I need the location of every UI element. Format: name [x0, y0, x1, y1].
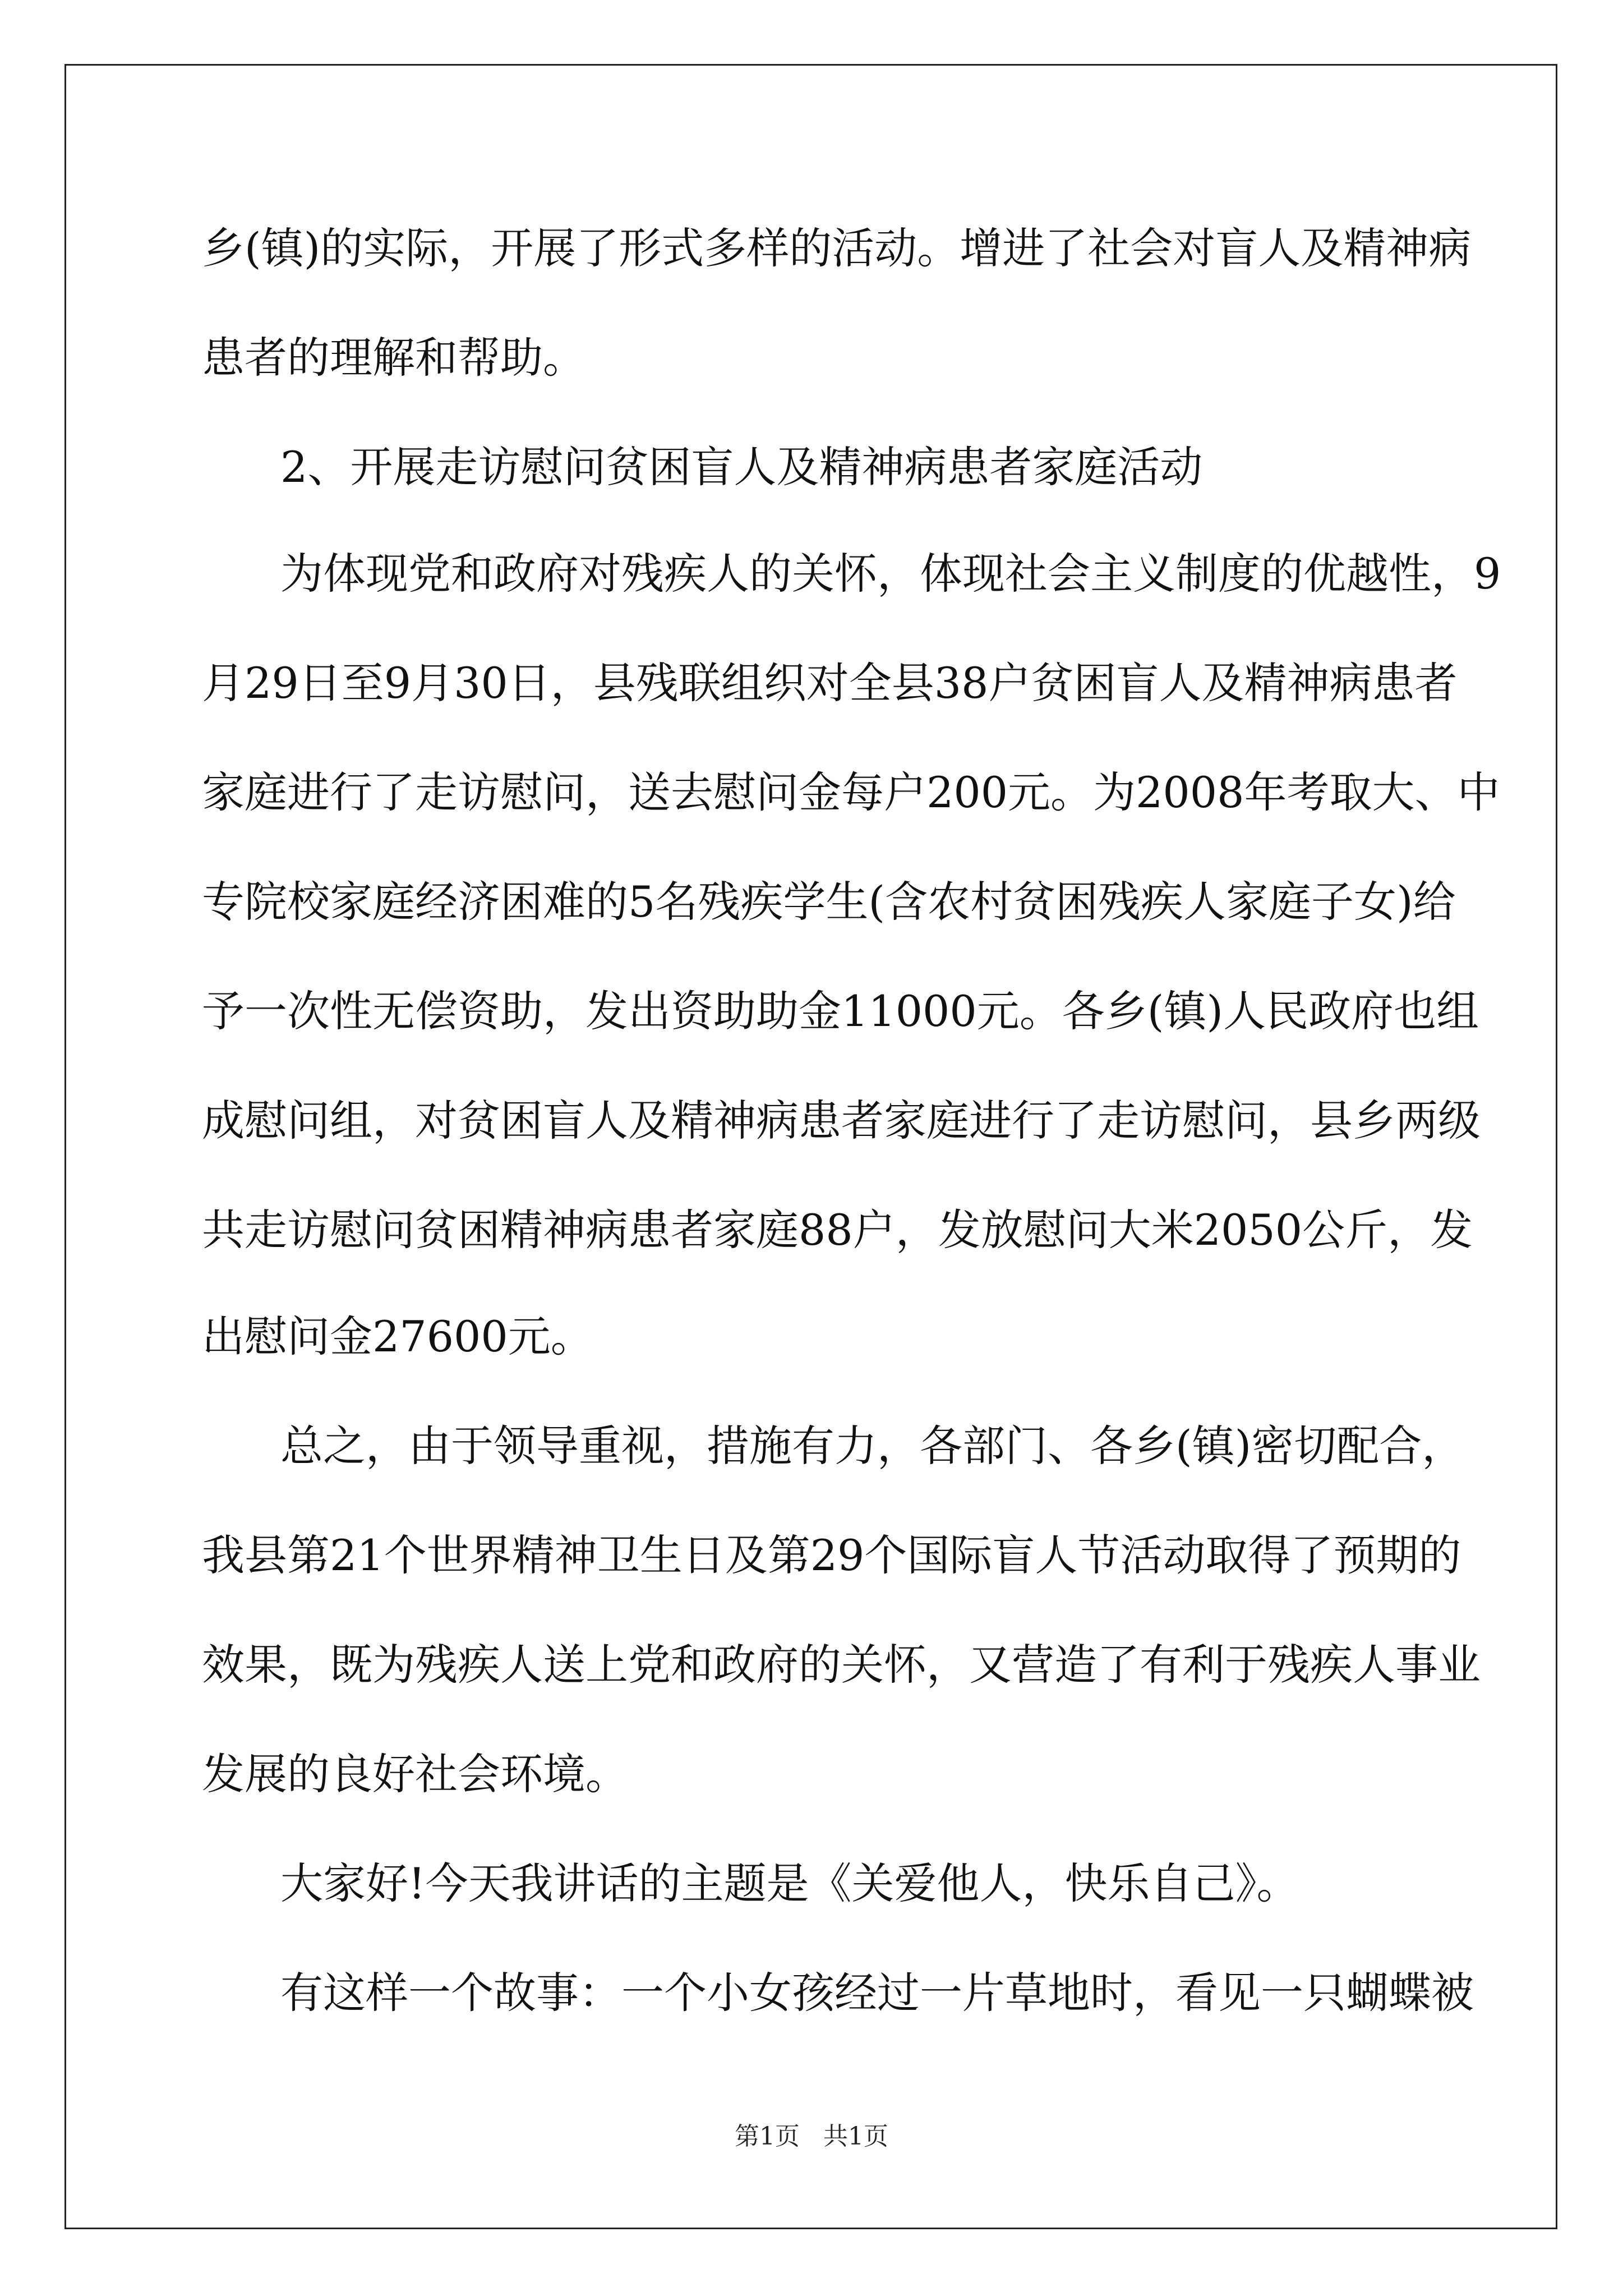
text-line: 共走访慰问贫困精神病患者家庭88户，发放慰问大米2050公斤，发 — [202, 1205, 1473, 1255]
text-line: 乡(镇)的实际，开展了形式多样的活动。增进了社会对盲人及精神病 — [202, 223, 1472, 273]
text-line: 大家好!今天我讲话的主题是《关爱他人，快乐自己》。 — [280, 1858, 1299, 1908]
text-line: 总之，由于领导重视，措施有力，各部门、各乡(镇)密切配合， — [280, 1421, 1465, 1471]
text-line: 月29日至9月30日，县残联组织对全县38户贫困盲人及精神病患者 — [202, 658, 1458, 708]
text-line: 予一次性无偿资助，发出资助助金11000元。各乡(镇)人民政府也组 — [202, 986, 1479, 1036]
section-heading: 2、开展走访慰问贫困盲人及精神病患者家庭活动 — [280, 442, 1203, 492]
text-line: 患者的理解和帮助。 — [202, 333, 585, 383]
text-line: 效果，既为残疾人送上党和政府的关怀，又营造了有利于残疾人事业 — [202, 1640, 1481, 1690]
page-number: 第1页 共1页 — [735, 2122, 888, 2151]
text-line: 为体现党和政府对残疾人的关怀，体现社会主义制度的优越性，9 — [280, 549, 1501, 599]
text-line: 成慰问组，对贫困盲人及精神病患者家庭进行了走访慰问，县乡两级 — [202, 1096, 1481, 1145]
text-line: 家庭进行了走访慰问，送去慰问金每户200元。为2008年考取大、中 — [202, 767, 1500, 817]
text-line: 发展的良好社会环境。 — [202, 1749, 628, 1799]
text-line: 我县第21个世界精神卫生日及第29个国际盲人节活动取得了预期的 — [202, 1530, 1461, 1580]
text-line: 有这样一个故事：一个小女孩经过一片草地时，看见一只蝴蝶被 — [280, 1968, 1474, 2018]
text-line: 专院校家庭经济困难的5名残疾学生(含农村贫困残疾人家庭子女)给 — [202, 877, 1456, 927]
text-line: 出慰问金27600元。 — [202, 1312, 593, 1361]
